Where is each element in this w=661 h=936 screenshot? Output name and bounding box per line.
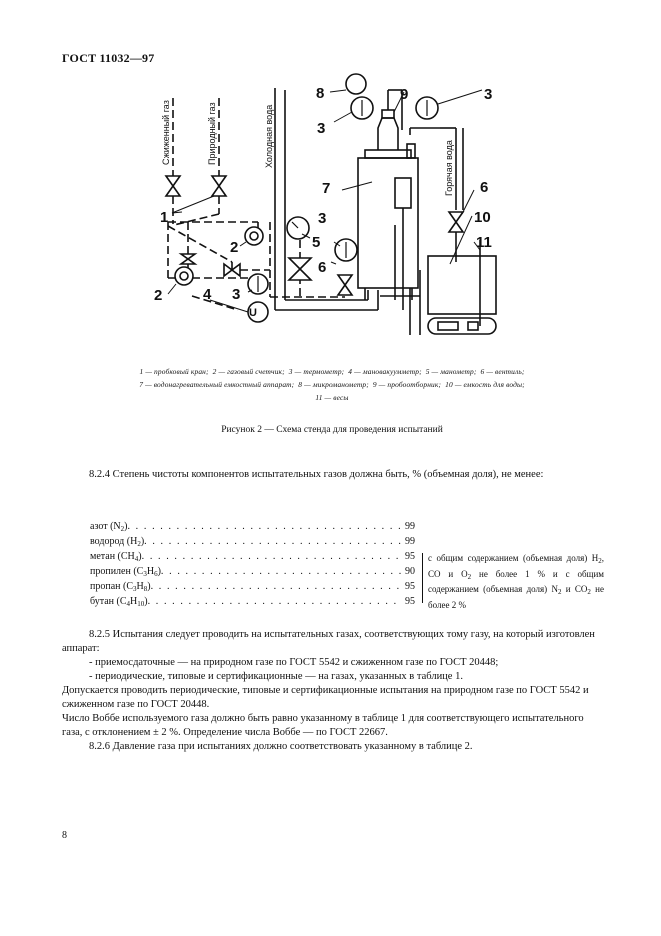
component-row: пропилен $(C_3H_6)$ . . . 90 — [90, 565, 415, 581]
test-stand-diagram — [0, 0, 661, 360]
label-6b: 6 — [480, 179, 489, 196]
label-3c: 3 — [317, 120, 326, 137]
purity-note: с общим содержанием (объемная доля) $H_2$, CO и $O_2$ не более 1 % и с общим содержанием (объемная доля) $N_2$ и $CO_2$ не более 2 % — [428, 553, 604, 610]
label-3a: 3 — [232, 286, 241, 303]
label-7: 7 — [322, 180, 331, 197]
label-natural-gas: Природный газ — [207, 102, 217, 165]
paragraph: - периодические, типовые и сертификационные — на газах, указанных в таблице 1. — [89, 671, 463, 682]
label-liquefied-gas: Сжиженный газ — [161, 100, 171, 165]
label-11: 11 — [476, 234, 492, 251]
section-8-2-4-text: 8.2.4 Степень чистоты компонентов испытательных газов должна быть, % (объемная доля), не менее: — [89, 469, 544, 480]
label-2a: 2 — [230, 239, 239, 256]
svg-text:U: U — [249, 307, 257, 319]
component-row: пропан $(C_3H_8)$ . . . 95 — [90, 580, 415, 596]
component-row: азот $(N_2)$ . . . 99 — [90, 520, 415, 536]
page-number: 8 — [62, 830, 67, 841]
label-8: 8 — [316, 85, 325, 102]
label-hot-water: Горячая вода — [444, 140, 454, 196]
label-1: 1 — [160, 209, 169, 226]
component-row: бутан $(C_4H_{10})$ . . . 95 — [90, 595, 415, 611]
label-3b: 3 — [318, 210, 327, 227]
label-cold-water: Холодная вода — [264, 104, 274, 168]
figure-caption: Рисунок 2 — Схема стенда для проведения испытаний — [221, 425, 443, 435]
label-2b: 2 — [154, 287, 163, 304]
paragraph: 8.2.5 Испытания следует проводить на испытательных газах, соответствующих тому газу, на который изготовлен аппарат: — [62, 629, 595, 654]
paragraph: Допускается проводить периодические, типовые и сертификационные испытания на природном газе по ГОСТ 5542 и сжиженном газе по ГОСТ 20448. — [62, 685, 589, 710]
section-8-2-6-text: 8.2.6 Давление газа при испытаниях должно соответствовать указанному в таблице 2. — [89, 741, 473, 752]
label-3d: 3 — [484, 86, 493, 103]
water-heater-apparatus — [358, 90, 463, 335]
component-row: водород $(H_2)$ . . . 99 — [90, 535, 415, 551]
figure-legend: 1 — пробковый кран; 2 — газовый счетчик; 3 — термометр; 4 — мановакуумметр; 5 — манометр; 6 — вентиль; 7 — водонагревательный емкостный аппарат; 8 — микроманометр; 9 — пробоотборник; 10 — емкость для воды; 11 — весы — [139, 367, 525, 402]
label-10: 10 — [474, 209, 491, 226]
component-row: метан $(CH_4)$ . . . 95 — [90, 550, 415, 566]
section-8-2-5 — [62, 628, 602, 754]
cold-water-pipe — [275, 88, 378, 310]
label-9: 9 — [400, 86, 409, 103]
paragraph: - приемосдаточные — на природном газе по ГОСТ 5542 и сжиженном газе по ГОСТ 20448; — [89, 657, 499, 668]
note-bracket — [416, 553, 423, 603]
paragraph: Число Воббе используемого газа должно быть равно указанному в таблице 1 для соответствующего испытательного газа, с отклонением ± 2 %. Определение числа Воббе — по ГОСТ 22667. — [62, 713, 584, 738]
label-6a: 6 — [318, 259, 327, 276]
label-5: 5 — [312, 234, 321, 251]
label-4: 4 — [203, 286, 212, 303]
standard-header: ГОСТ 11032—97 — [62, 51, 155, 65]
